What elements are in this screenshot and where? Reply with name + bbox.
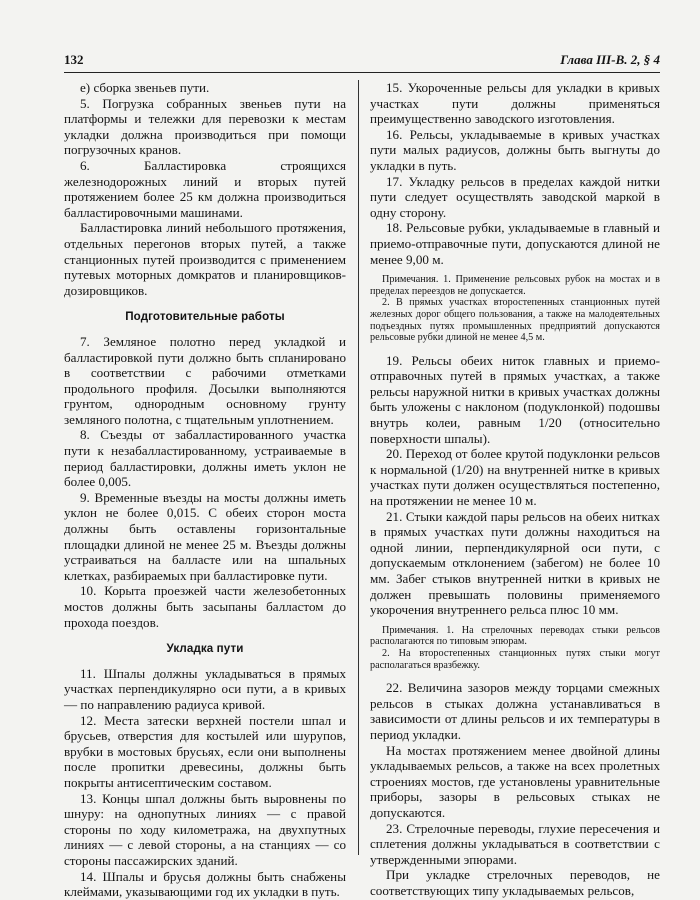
- paragraph: е) сборка звеньев пути.: [80, 80, 210, 95]
- paragraph: 20. Переход от более крутой подуклонки рельсов к нормальной (1/20) на внутренней нитке в кривых участках пути должен осуществляться постепенно, на протяжении не менее 10 м.: [370, 446, 660, 509]
- page-header: [64, 52, 660, 73]
- left-column: [64, 80, 346, 900]
- paragraph: 10. Корыта проезжей части железобетонных мостов должны быть засыпаны балластом до прохода поездов.: [64, 583, 346, 630]
- column-divider: [358, 80, 359, 855]
- paragraph: 13. Концы шпал должны быть выровнены по шнуру: на однопутных линиях — с правой стороны по ходу километража, на двухпутных линиях — с левой стороны, а на станциях — со стороны пассажирских зданий.: [64, 790, 346, 868]
- section-heading-preparatory: Подготовительные работы: [125, 310, 285, 324]
- paragraph: 21. Стыки каждой пары рельсов на обеих нитках в прямых участках пути должны находиться на одной линии, перпендикулярной оси пути, с допускаемым отклонением (забегом) не более 10 мм. Забег стыков внутренней нитки в кривых не должен превышать половины применяемого укорочения внутреннего рельса плюс 10 мм.: [370, 508, 660, 618]
- notes-block: [370, 274, 660, 344]
- paragraph: На мостах протяжением менее двойной длины укладываемых рельсов, а также на всех пролетных строениях мостов, где установлены уравнительные приборы, зазоры в рельсовых стыках не допускаются.: [370, 742, 660, 820]
- paragraph: 23. Стрелочные переводы, глухие пересечения и сплетения должны укладываться в соответствии с утвержденными эпюрами.: [370, 820, 660, 867]
- note: Примечания. 1. Применение рельсовых рубок на мостах и в пределах переездов не допускается.: [370, 274, 660, 297]
- page-number: 132: [64, 52, 84, 67]
- paragraph: 9. Временные въезды на мосты должны иметь уклон не более 0,015. С обеих сторон моста должны быть оставлены горизонтальные площадки длиной не менее 25 м. Въезды должны устраиваться на балласте или на шпальных клетках, разбираемых при балластировке пути.: [64, 489, 346, 583]
- notes-block: [370, 625, 660, 671]
- paragraph: 18. Рельсовые рубки, укладываемые в главный и приемо-отправочные пути, допускаются длиной не менее 9,00 м.: [370, 220, 660, 267]
- paragraph: 22. Величина зазоров между торцами смежных рельсов в стыках должна устанавливаться в зависимости от длины рельсов и их температуры в период укладки.: [370, 680, 660, 742]
- paragraph: Балластировка линий небольшого протяжения, отдельных перегонов вторых путей, а также станционных путей производится с применением путевых моторных домкратов и планировщиков-дозировщиков.: [64, 220, 346, 298]
- paragraph: 6. Балластировка строящихся железнодорожных линий и вторых путей протяжением более 25 км должна производиться балластировочными машинами.: [64, 157, 346, 220]
- paragraph: 15. Укороченные рельсы для укладки в кривых участках пути должны применяться преимущественно заводского изготовления.: [370, 80, 660, 127]
- paragraph: 17. Укладку рельсов в пределах каждой нитки пути следует осуществлять заводской маркой в одну сторону.: [370, 173, 660, 220]
- note: 2. В прямых участках второстепенных станционных путей железных дорог общего пользования, а также на малодеятельных подъездных путях промышленных предприятий допускаются рельсовые рубки длиной не менее 4,5 м.: [370, 297, 660, 344]
- note: 2. На второстепенных станционных путях стыки могут располагаться вразбежку.: [370, 647, 660, 671]
- paragraph: 16. Рельсы, укладываемые в кривых участках пути малых радиусов, должны быть выгнуты до укладки в путь.: [370, 126, 660, 173]
- paragraph: 19. Рельсы обеих ниток главных и приемо-отправочных путей в прямых участках, а также рельсы наружной нитки в кривых участках должны быть уложены с наклоном (подуклонкой) подошвы внутрь колеи, равным 1/20 (относительно поверхности шпалы).: [370, 352, 660, 446]
- section-heading-track-laying: Укладка пути: [166, 642, 244, 656]
- paragraph: 8. Съезды от забалластированного участка пути к незабалластированному, устраиваемые в период балластировки, должны иметь уклон не более 0,005.: [64, 427, 346, 490]
- paragraph: 7. Земляное полотно перед укладкой и балластировкой пути должно быть спланировано в соответствии с рабочими отметками продольного профиля. Досылки выполняются грунтом, однородным основному грунту земляного полотна, с тщательным уплотнением.: [64, 333, 346, 427]
- paragraph: 11. Шпалы должны укладываться в прямых участках перпендикулярно оси пути, а в кривых — по направлению радиуса кривой.: [64, 665, 346, 712]
- paragraph: 14. Шпалы и брусья должны быть снабжены клеймами, указывающими год их укладки в путь.: [64, 868, 346, 900]
- paragraph: 12. Места затески верхней постели шпал и брусьев, отверстия для костылей или шурупов, врубки в мостовых брусьях, если они выполнены после пропитки древесины, должны быть покрыты антисептическим составом.: [64, 712, 346, 790]
- paragraph: 5. Погрузка собранных звеньев пути на платформы и тележки для перевозки к местам укладки должна производиться при помощи погрузочных кранов.: [64, 95, 346, 158]
- note: Примечания. 1. На стрелочных переводах стыки рельсов располагаются по типовым эпюрам.: [370, 624, 660, 648]
- paragraph: При укладке стрелочных переводов, не соответствующих типу укладываемых рельсов,: [370, 867, 660, 898]
- right-column: [370, 80, 660, 898]
- chapter-reference: Глава III-В. 2, § 4: [560, 52, 660, 67]
